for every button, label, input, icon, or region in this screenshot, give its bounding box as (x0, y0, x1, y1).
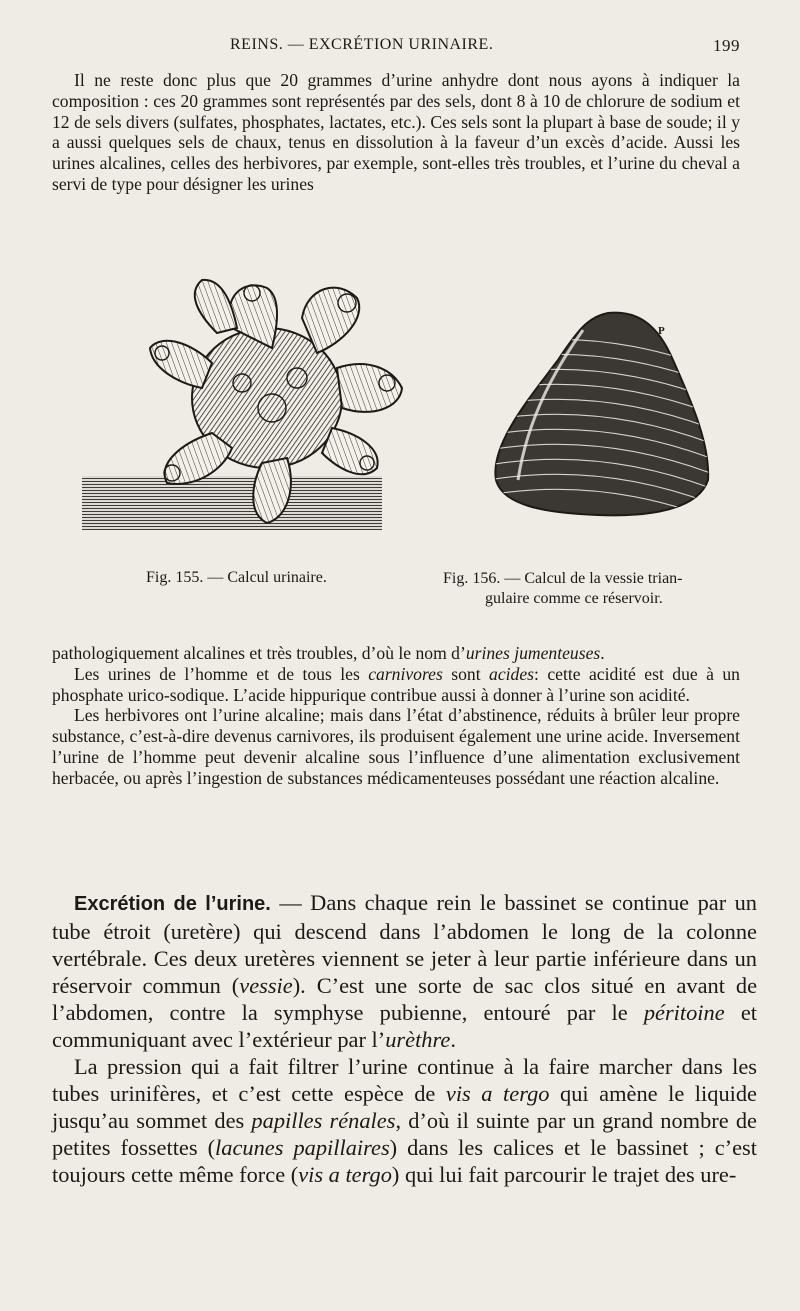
emphasis-text: vessie (239, 973, 293, 998)
text-run: . (450, 1027, 456, 1052)
text-block-urine-acidity (52, 643, 740, 789)
text-run: : cette acidité est due à un phosphate urico-sodique. L’acide hippurique contribue aussi à donner à l’urine son acidité. (52, 663, 740, 705)
paragraph-jumenteuses (52, 643, 740, 664)
text-run: qui amène le liquide jusqu’au sommet des (52, 1081, 757, 1133)
paragraph-herbivores: Les herbivores ont l’urine alcaline; mais dans l’état d’abstinence, réduits à brûler leur propre substance, c’est-à-dire devenus carnivores, ils produisent également une urine acide. Inversement l’urine de l’homme peut devenir alcaline sous l’influence d’une alimentation exclusivement herbacée, ou après l’ingestion de substances médicamenteuses possédant une réaction alcaline. (52, 705, 740, 788)
emphasis-text: vis a tergo (445, 1081, 550, 1106)
text-run: . (600, 643, 605, 663)
text-run: Les urines de l’homme et de tous les (74, 663, 369, 684)
text-run: pathologiquement alcalines et très troubles, d’où le nom d’ (52, 643, 466, 663)
text-run: et communiquant avec l’extérieur par l’ (52, 1000, 757, 1052)
text-run: ) qui lui fait parcourir le trajet des ure- (391, 1162, 737, 1187)
text-run: La pression qui a fait filtrer l’urine continue à la faire marcher dans les tubes urinifères, et c’est cette espèce de (52, 1054, 757, 1106)
paragraph-composition (52, 70, 740, 195)
emphasis-text: vis a tergo (298, 1162, 392, 1187)
emphasis-text: urèthre (385, 1027, 451, 1052)
paragraph-vis-a-tergo (52, 1053, 757, 1188)
figure-156-caption (443, 569, 753, 609)
paragraph-excretion (52, 889, 757, 1053)
emphasis-text: lacunes papillaires (215, 1135, 390, 1160)
text-run: sont (442, 663, 490, 684)
emphasis-text: acides (489, 663, 534, 684)
triangular-calculus-engraving-figure-156 (488, 305, 723, 520)
section-excretion (52, 889, 757, 1188)
figure-155-caption: Fig. 155. — Calcul urinaire. (146, 569, 327, 586)
emphasis-text: péritoine (643, 1000, 725, 1025)
page-number: 199 (713, 36, 740, 55)
figure-156-label: P (658, 325, 665, 337)
text-run: — Dans chaque rein le bassinet se continue par un tube étroit (uretère) qui descend dans l’abdomen le long de la colonne vertébrale. Ces deux uretères viennent se jeter à leur partie inférieure dans un réservoir commun ( (52, 890, 757, 998)
section-heading: Excrétion de l’urine. (74, 893, 271, 915)
paragraph-text: Il ne reste donc plus que 20 grammes d’urine anhydre dont nous ayons à indiquer la composition : ces 20 grammes sont représentés par des sels, dont 8 à 10 de chlorure de sodium et 12 de sels divers (sulfates, phosphates, lactates, etc.). Ces sels sont la plupart à base de soude; il y a aussi quelques sels de chaux, tenus en dissolution à la faveur d’un excès d’acide. Aussi les urines alcalines, celles des herbivores, par exemple, sont-elles très troubles, et l’urine du cheval a servi de type pour désigner les urines (52, 70, 740, 194)
figure-156-caption-line2: gulaire comme ce réservoir. (485, 590, 663, 607)
emphasis-text: urines jumenteuses (465, 643, 601, 663)
emphasis-text: papilles rénales (251, 1108, 396, 1133)
paragraph-carnivores (52, 664, 740, 706)
text-run: , d’où il suinte par un grand nombre de petites fossettes ( (52, 1108, 757, 1160)
calculus-engraving-figure-155 (82, 258, 422, 558)
emphasis-text: carnivores (368, 663, 443, 684)
text-run: ) dans les calices et le bassinet ; c’est toujours cette même force ( (52, 1135, 757, 1187)
running-head-title: REINS. — EXCRÉTION URINAIRE. (230, 36, 494, 53)
figure-156-caption-line1: Fig. 156. — Calcul de la vessie trian- (443, 570, 683, 587)
text-run: ). C’est une sorte de sac clos situé en avant de l’abdomen, contre la symphyse pubienne, entouré par le (52, 973, 758, 1025)
